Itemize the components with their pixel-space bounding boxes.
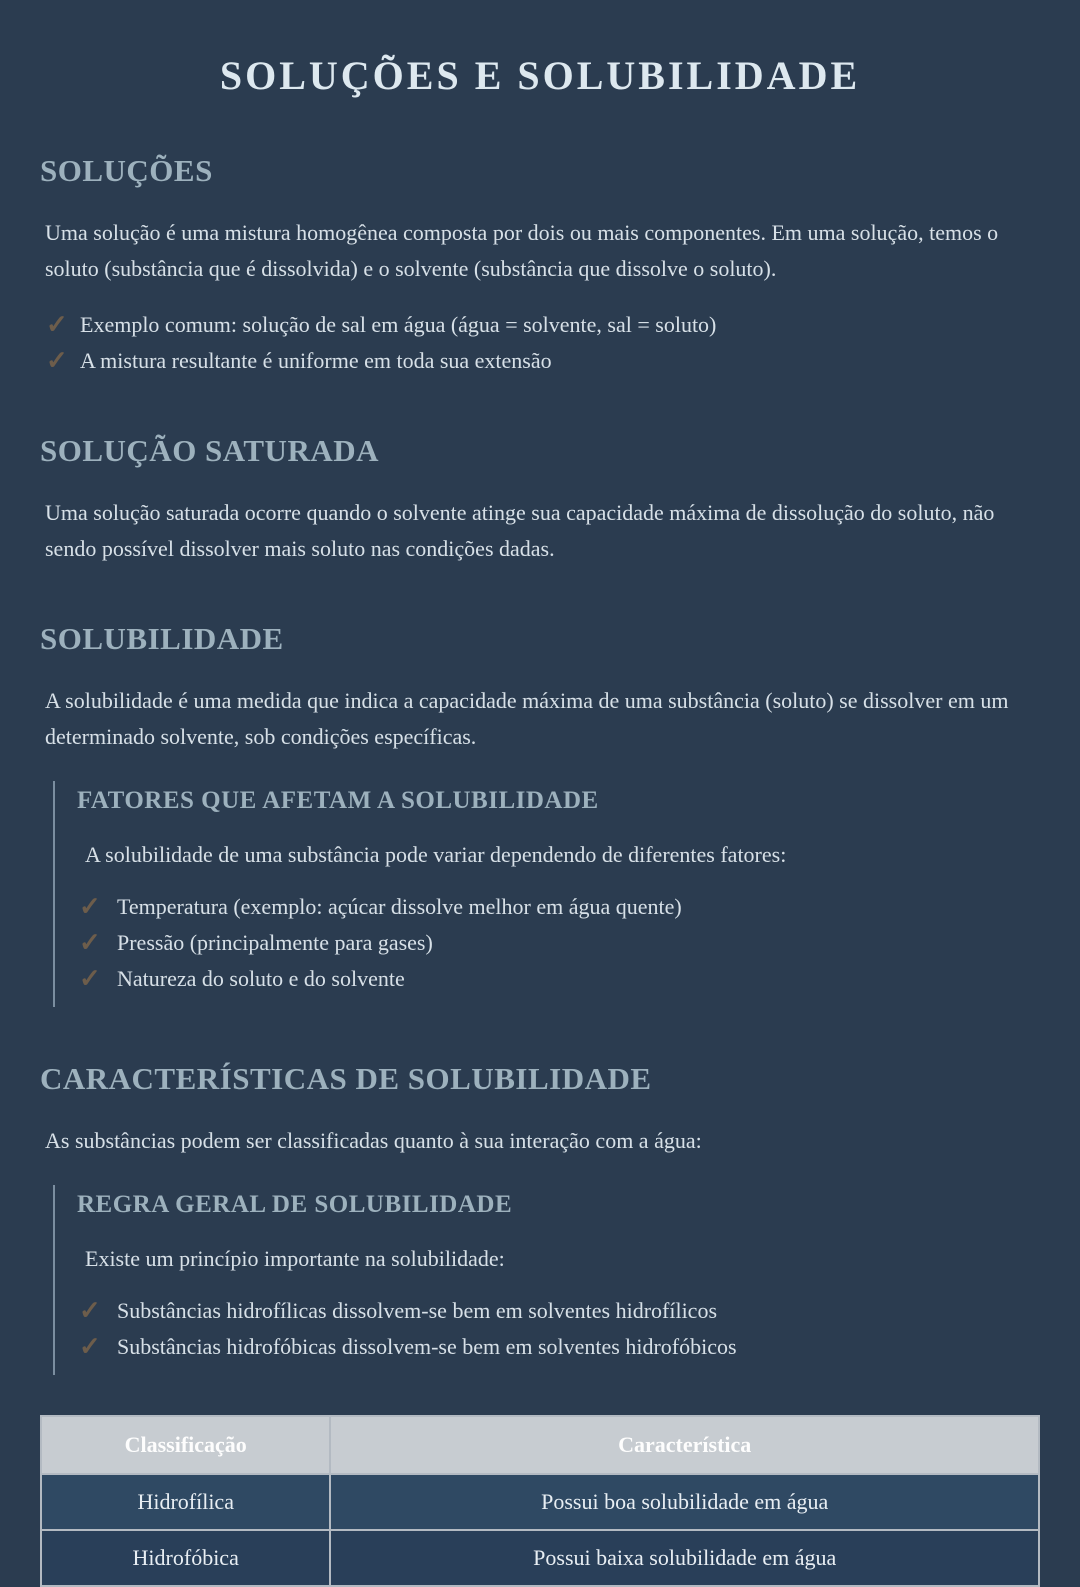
sub-section-fatores xyxy=(53,781,1040,1007)
check-icon: ✓ xyxy=(79,964,101,993)
list-item xyxy=(77,961,1040,997)
checklist-regra xyxy=(77,1293,1040,1365)
table-cell-classification: Hidrofóbica xyxy=(41,1530,330,1586)
paragraph-solucoes: Uma solução é uma mistura homogênea composta por dois ou mais componentes. Em uma solução, temos o soluto (substância que é dissolvida) e o solvente (substância que dissolve o soluto). xyxy=(45,220,999,281)
check-icon: ✓ xyxy=(79,928,101,957)
list-item-text: Natureza do soluto e do solvente xyxy=(117,966,405,991)
list-item xyxy=(77,1329,1040,1365)
section-heading-solubilidade: SOLUBILIDADE xyxy=(40,621,284,656)
section-heading-solucoes: SOLUÇÕES xyxy=(40,153,213,188)
table-cell-characteristic: Possui boa solubilidade em água xyxy=(330,1474,1039,1530)
check-icon: ✓ xyxy=(79,1332,101,1361)
table-cell-characteristic: Possui baixa solubilidade em água xyxy=(330,1530,1039,1586)
table-row xyxy=(41,1530,1039,1586)
table-header-row xyxy=(41,1416,1039,1474)
check-icon: ✓ xyxy=(46,346,68,375)
sub-section-regra xyxy=(53,1185,1040,1375)
list-item xyxy=(77,925,1040,961)
sub-heading-fatores: FATORES QUE AFETAM A SOLUBILIDADE xyxy=(77,787,599,814)
table-cell-classification: Hidrofílica xyxy=(41,1474,330,1530)
check-icon: ✓ xyxy=(79,892,101,921)
list-item xyxy=(77,1293,1040,1329)
list-item-text: Substâncias hidrofílicas dissolvem-se bem em solventes hidrofílicos xyxy=(117,1298,718,1323)
list-item-text: A mistura resultante é uniforme em toda sua extensão xyxy=(80,348,552,373)
checklist-fatores xyxy=(77,889,1040,997)
list-item xyxy=(77,889,1040,925)
table-row xyxy=(41,1474,1039,1530)
sub-heading-regra: REGRA GERAL DE SOLUBILIDADE xyxy=(77,1191,513,1218)
paragraph-saturada: Uma solução saturada ocorre quando o solvente atinge sua capacidade máxima de dissolução do soluto, não sendo possível dissolver mais soluto nas condições dadas. xyxy=(45,500,995,561)
list-item xyxy=(40,343,1040,379)
table-header-classificacao: Classificação xyxy=(41,1416,330,1474)
list-item-text: Exemplo comum: solução de sal em água (água = solvente, sal = soluto) xyxy=(80,312,717,337)
table-header-caracteristica: Característica xyxy=(330,1416,1039,1474)
list-item-text: Pressão (principalmente para gases) xyxy=(117,930,433,955)
paragraph-solubilidade: A solubilidade é uma medida que indica a capacidade máxima de uma substância (soluto) se dissolver em um determinado solvente, sob condições específicas. xyxy=(45,688,1009,749)
section-heading-caracteristicas: CARACTERÍSTICAS DE SOLUBILIDADE xyxy=(40,1061,652,1096)
paragraph-caracteristicas: As substâncias podem ser classificadas quanto à sua interação com a água: xyxy=(45,1128,702,1153)
page-title: SOLUÇÕES E SOLUBILIDADE xyxy=(219,53,861,98)
paragraph-fatores: A solubilidade de uma substância pode variar dependendo de diferentes fatores: xyxy=(85,842,787,867)
check-icon: ✓ xyxy=(46,310,68,339)
list-item xyxy=(40,307,1040,343)
list-item-text: Substâncias hidrofóbicas dissolvem-se bem em solventes hidrofóbicos xyxy=(117,1334,737,1359)
classification-table xyxy=(40,1415,1040,1587)
document-content xyxy=(0,153,1080,1375)
paragraph-regra: Existe um princípio importante na solubilidade: xyxy=(85,1246,505,1271)
section-heading-saturada: SOLUÇÃO SATURADA xyxy=(40,433,379,468)
list-item-text: Temperatura (exemplo: açúcar dissolve melhor em água quente) xyxy=(117,894,682,919)
check-icon: ✓ xyxy=(79,1296,101,1325)
checklist-solucoes xyxy=(40,307,1040,379)
